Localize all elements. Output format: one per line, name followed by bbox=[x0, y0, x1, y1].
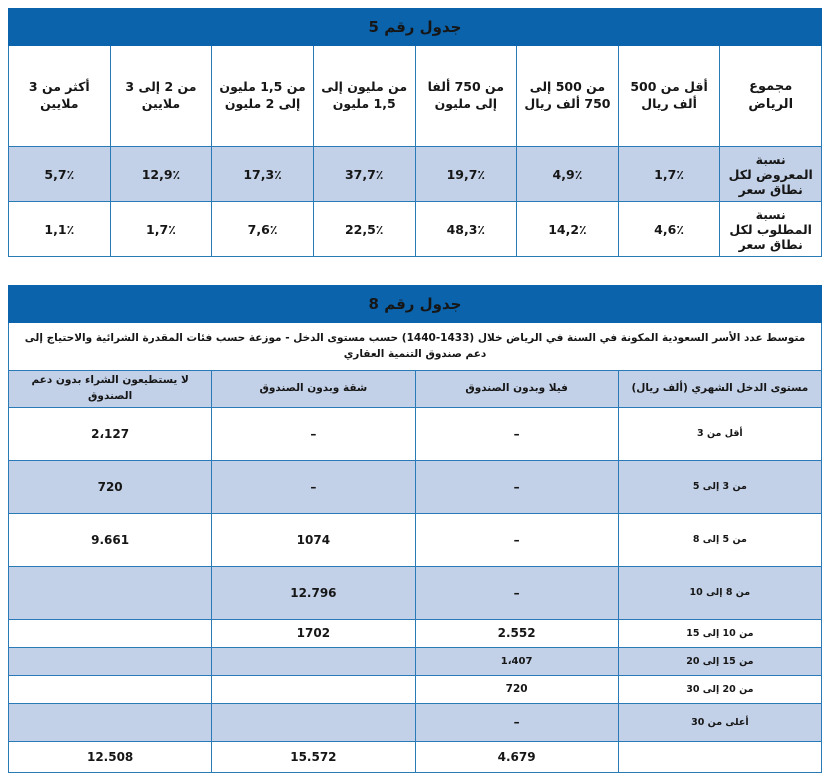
table-5-cell-0-5: 12,9٪ bbox=[110, 147, 212, 202]
table-8 bbox=[8, 285, 822, 773]
table-8-total-villa: 4.679 bbox=[415, 741, 618, 772]
table-5-col-header-1: من 500 إلى 750 ألف ريال bbox=[517, 46, 619, 147]
table-8-row-0-category: أقل من 3 bbox=[618, 407, 821, 460]
table-row bbox=[9, 407, 822, 460]
table-5-col-header-4: من 1,5 مليون إلى 2 مليون bbox=[212, 46, 314, 147]
table-8-row-3-apartment: 12.796 bbox=[212, 566, 415, 619]
table-row bbox=[9, 675, 822, 703]
table-5-cell-1-6: 1,1٪ bbox=[9, 202, 111, 257]
table-8-row-1-category: من 3 إلى 5 bbox=[618, 460, 821, 513]
table-8-row-3-villa: – bbox=[415, 566, 618, 619]
table-8-row-0-apartment: – bbox=[212, 407, 415, 460]
table-8-row-5-category: من 15 إلى 20 bbox=[618, 647, 821, 675]
table-8-total-no-purchase: 12.508 bbox=[9, 741, 212, 772]
table-8-col-header-3: لا يستطيعون الشراء بدون دعم الصندوق bbox=[9, 370, 212, 407]
table-row bbox=[9, 202, 822, 257]
table-8-total-row bbox=[9, 741, 822, 772]
table-8-row-0-villa: – bbox=[415, 407, 618, 460]
table-5-row-1-label: نسبة المطلوب لكل نطاق سعر bbox=[720, 202, 822, 257]
table-row bbox=[9, 703, 822, 741]
table-5-cell-0-3: 37,7٪ bbox=[313, 147, 415, 202]
table-8-col-header-2: شقة وبدون الصندوق bbox=[212, 370, 415, 407]
table-8-subtitle-row bbox=[9, 323, 822, 371]
table-5-title-row bbox=[9, 9, 822, 46]
table-8-row-3-category: من 8 إلى 10 bbox=[618, 566, 821, 619]
table-8-header-row bbox=[9, 370, 822, 407]
table-8-title-row bbox=[9, 286, 822, 323]
table-8-row-3-no-purchase bbox=[9, 566, 212, 619]
table-8-row-7-villa: – bbox=[415, 703, 618, 741]
table-8-row-6-no-purchase bbox=[9, 675, 212, 703]
table-5-cell-1-5: 1,7٪ bbox=[110, 202, 212, 257]
table-row bbox=[9, 647, 822, 675]
table-5-cell-0-2: 19,7٪ bbox=[415, 147, 517, 202]
table-5-cell-1-1: 14,2٪ bbox=[517, 202, 619, 257]
table-8-row-6-category: من 20 إلى 30 bbox=[618, 675, 821, 703]
table-8-col-header-1: فيلا وبدون الصندوق bbox=[415, 370, 618, 407]
table-5-cell-1-4: 7,6٪ bbox=[212, 202, 314, 257]
table-row bbox=[9, 460, 822, 513]
table-8-row-4-villa: 2.552 bbox=[415, 619, 618, 647]
table-8-row-7-category: أعلى من 30 bbox=[618, 703, 821, 741]
table-5-cell-0-0: 1,7٪ bbox=[618, 147, 720, 202]
table-8-row-4-apartment: 1702 bbox=[212, 619, 415, 647]
table-5 bbox=[8, 8, 822, 257]
table-8-row-1-apartment: – bbox=[212, 460, 415, 513]
table-5-cell-0-4: 17,3٪ bbox=[212, 147, 314, 202]
table-8-row-7-no-purchase bbox=[9, 703, 212, 741]
table-8-row-4-no-purchase bbox=[9, 619, 212, 647]
table-8-row-2-no-purchase: 9.661 bbox=[9, 513, 212, 566]
table-8-total-apartment: 15.572 bbox=[212, 741, 415, 772]
table-8-row-5-apartment bbox=[212, 647, 415, 675]
table-8-row-5-villa: 1،407 bbox=[415, 647, 618, 675]
table-8-row-1-villa: – bbox=[415, 460, 618, 513]
table-5-col-header-3: من مليون إلى 1,5 مليون bbox=[313, 46, 415, 147]
table-8-col-header-0: مستوى الدخل الشهري (ألف ريال) bbox=[618, 370, 821, 407]
table-5-cell-1-0: 4,6٪ bbox=[618, 202, 720, 257]
table-8-row-5-no-purchase bbox=[9, 647, 212, 675]
table-row bbox=[9, 619, 822, 647]
table-8-row-4-category: من 10 إلى 15 bbox=[618, 619, 821, 647]
table-8-subtitle: متوسط عدد الأسر السعودية المكونة في السنة في الرياض خلال (1433-1440) حسب مستوى الدخل - موزعة حسب فئات المقدرة الشرائية والاحتياج إلى دعم صندوق التنمية العقاري bbox=[9, 323, 822, 371]
table-8-title: جدول رقم 8 bbox=[9, 286, 822, 323]
table-8-total-category bbox=[618, 741, 821, 772]
table-8-row-7-apartment bbox=[212, 703, 415, 741]
table-8-row-0-no-purchase: 2،127 bbox=[9, 407, 212, 460]
table-5-cell-0-6: 5,7٪ bbox=[9, 147, 111, 202]
table-8-row-6-villa: 720 bbox=[415, 675, 618, 703]
table-8-row-1-no-purchase: 720 bbox=[9, 460, 212, 513]
table-8-row-6-apartment bbox=[212, 675, 415, 703]
table-5-col-header-2: من 750 ألفا إلى مليون bbox=[415, 46, 517, 147]
table-5-title: جدول رقم 5 bbox=[9, 9, 822, 46]
table-5-col-header-6: أكثر من 3 ملايين bbox=[9, 46, 111, 147]
table-row bbox=[9, 566, 822, 619]
table-8-row-2-apartment: 1074 bbox=[212, 513, 415, 566]
table-row bbox=[9, 513, 822, 566]
table-5-cell-1-2: 48,3٪ bbox=[415, 202, 517, 257]
table-5-col-header-0: أقل من 500 ألف ريال bbox=[618, 46, 720, 147]
table-5-row-label-header: مجموع الرياض bbox=[720, 46, 822, 147]
table-8-row-2-category: من 5 إلى 8 bbox=[618, 513, 821, 566]
table-5-header-row bbox=[9, 46, 822, 147]
table-gap-divider bbox=[8, 257, 822, 285]
table-5-cell-0-1: 4,9٪ bbox=[517, 147, 619, 202]
table-5-col-header-5: من 2 إلى 3 ملايين bbox=[110, 46, 212, 147]
table-5-cell-1-3: 22,5٪ bbox=[313, 202, 415, 257]
table-5-row-0-label: نسبة المعروض لكل نطاق سعر bbox=[720, 147, 822, 202]
table-8-row-2-villa: – bbox=[415, 513, 618, 566]
table-row bbox=[9, 147, 822, 202]
